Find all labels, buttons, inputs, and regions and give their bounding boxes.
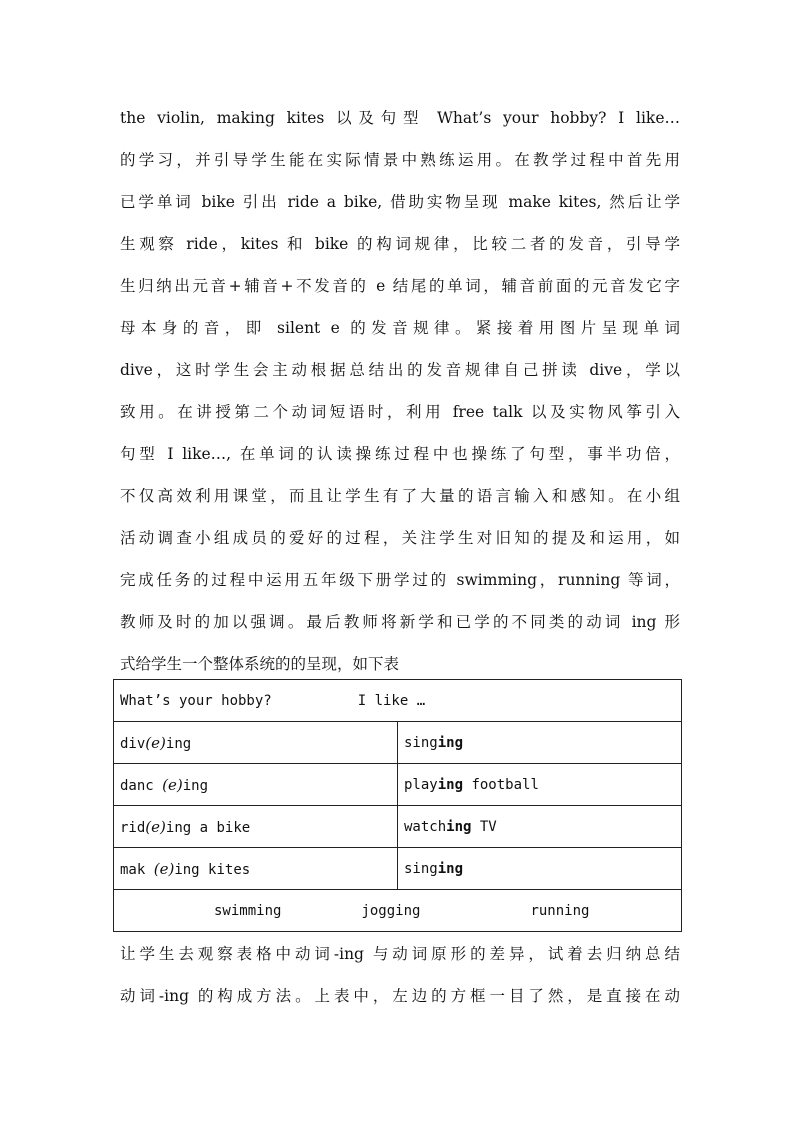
footer-word: swimming — [214, 902, 282, 919]
table-row — [114, 764, 682, 806]
ing-form-cell: watching TV — [398, 806, 682, 848]
base-form-cell: danc (e)ing — [114, 764, 398, 806]
text-line: 生归纳出元音+辅音+不发音的 e 结尾的单词，辅音前面的元音发它字 — [120, 277, 680, 295]
ing-form-cell: singing — [398, 722, 682, 764]
text-line: 不仅高效利用课堂，而且让学生有了大量的语言输入和感知。在小组 — [120, 487, 680, 505]
text-line: 已学单词 bike 引出 ride a bike, 借助实物呈现 make kites, 然后让学 — [120, 193, 680, 211]
table-row — [114, 848, 682, 890]
text-line: 致用。在讲授第二个动词短语时，利用 free talk 以及实物风筝引入 — [120, 403, 680, 421]
hobby-table — [113, 679, 682, 932]
text-line: 让学生去观察表格中动词-ing 与动词原形的差异，试着去归纳总结 — [120, 945, 680, 963]
header-question: What’s your hobby? — [120, 692, 272, 709]
dropped-e-marker: (e) — [153, 859, 175, 878]
table-footer-cell — [114, 890, 682, 932]
text-line: 句型 I like…, 在单词的认读操练过程中也操练了句型，事半功倍， — [120, 445, 680, 463]
text-line: dive，这时学生会主动根据总结出的发音规律自己拼读 dive，学以 — [120, 361, 680, 379]
table-header-cell — [114, 680, 682, 722]
text-line: 的学习，并引导学生能在实际情景中熟练运用。在教学过程中首先用 — [120, 151, 680, 169]
table-header-row — [114, 680, 682, 722]
text-line: 式给学生一个整体系统的的呈现，如下表 — [120, 655, 400, 673]
base-form-cell: rid(e)ing a bike — [114, 806, 398, 848]
ing-form-cell: playing football — [398, 764, 682, 806]
base-form-cell: mak (e)ing kites — [114, 848, 398, 890]
table-footer-row — [114, 890, 682, 932]
table-row — [114, 722, 682, 764]
text-line: 母本身的音，即 silent e 的发音规律。紧接着用图片呈现单词 — [120, 319, 680, 337]
dropped-e-marker: (e) — [145, 817, 166, 836]
base-form-cell: div(e)ing — [114, 722, 398, 764]
dropped-e-marker: (e) — [145, 733, 166, 752]
header-answer: I like … — [357, 692, 426, 709]
footer-word: jogging — [361, 902, 421, 919]
text-line: 完成任务的过程中运用五年级下册学过的 swimming，running 等词， — [120, 571, 680, 589]
ing-form-cell: singing — [398, 848, 682, 890]
text-line: the violin, making kites 以及句型 What’s your hobby? I like… — [120, 109, 680, 127]
text-line: 教师及时的加以强调。最后教师将新学和已学的不同类的动词 ing 形 — [120, 613, 680, 631]
text-line: 生观察 ride，kites 和 bike 的构词规律，比较二者的发音，引导学 — [120, 235, 680, 253]
footer-word: running — [530, 902, 590, 919]
dropped-e-marker: (e) — [162, 775, 183, 794]
table-row — [114, 806, 682, 848]
text-line: 动词-ing 的构成方法。上表中，左边的方框一目了然，是直接在动 — [120, 987, 680, 1005]
text-line: 活动调查小组成员的爱好的过程，关注学生对旧知的提及和运用，如 — [120, 529, 680, 547]
